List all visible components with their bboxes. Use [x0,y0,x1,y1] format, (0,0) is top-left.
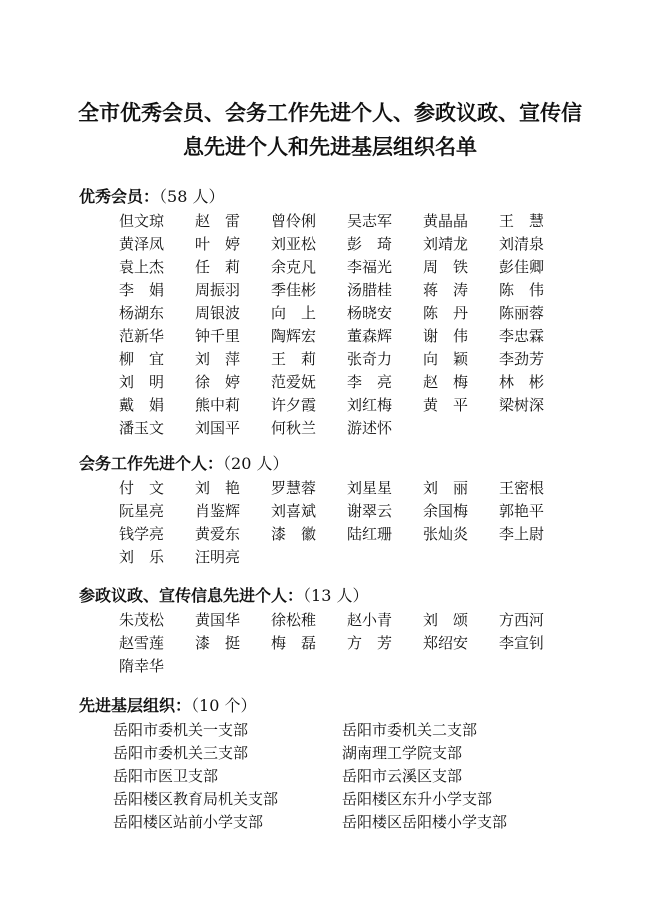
member-name: 张灿炎 [423,525,469,543]
organization-name: 岳阳楼区东升小学支部 [342,790,493,808]
member-name: 范爱妩 [271,373,317,391]
member-name: 刘 颂 [423,611,469,629]
member-name: 郭艳平 [499,502,545,520]
member-name: 李劲芳 [499,350,545,368]
organization-name: 岳阳楼区站前小学支部 [113,813,264,831]
name-grid [119,477,599,569]
member-name: 戴 娟 [119,396,165,414]
member-name: 黄晶晶 [423,212,469,230]
member-name: 徐松稚 [271,611,317,629]
organization-name: 岳阳市医卫支部 [113,767,219,785]
section-count: （20 人） [223,454,289,473]
member-name: 蒋 涛 [423,281,469,299]
member-name: 周银波 [195,304,241,322]
member-name: 刘清泉 [499,235,545,253]
member-name: 刘亚松 [271,235,317,253]
organization-name: 岳阳楼区教育局机关支部 [113,790,279,808]
member-name: 杨湖东 [119,304,165,322]
member-name: 刘 萍 [195,350,241,368]
member-name: 黄 平 [423,396,469,414]
member-name: 谢翠云 [347,502,393,520]
member-name: 郑绍安 [423,634,469,652]
member-name: 刘红梅 [347,396,393,414]
member-name: 杨晓安 [347,304,393,322]
member-name: 李上尉 [499,525,545,543]
member-name: 刘 艳 [195,479,241,497]
member-name: 余克凡 [271,258,317,276]
member-name: 肖鉴辉 [195,502,241,520]
member-name: 李 亮 [347,373,393,391]
member-name: 季佳彬 [271,281,317,299]
section-heading-label: 会务工作先进个人： [79,454,224,473]
member-name: 何秋兰 [271,419,317,437]
member-name: 赵 雷 [195,212,241,230]
name-grid [119,210,599,440]
member-name: 柳 宜 [119,350,165,368]
section-affairs-advanced [79,453,599,569]
section-politics-publicity-advanced [79,585,599,678]
member-name: 黄泽凤 [119,235,165,253]
member-name: 刘国平 [195,419,241,437]
member-name: 吴志军 [347,212,393,230]
member-name: 陈 伟 [499,281,545,299]
member-name: 漆 挺 [195,634,241,652]
member-name: 潘玉文 [119,419,165,437]
member-name: 张奇力 [347,350,393,368]
document-title [70,96,590,164]
member-name: 曾伶俐 [271,212,317,230]
organization-name: 岳阳市委机关一支部 [113,721,249,739]
member-name: 梅 磊 [271,634,317,652]
title-line-2: 息先进个人和先进基层组织名单 [183,135,477,159]
member-name: 朱茂松 [119,611,165,629]
member-name: 方西河 [499,611,545,629]
member-name: 周 铁 [423,258,469,276]
member-name: 董森辉 [347,327,393,345]
section-count: （10 个） [191,696,257,715]
member-name: 王密根 [499,479,545,497]
member-name: 赵雪莲 [119,634,165,652]
section-count: （58 人） [159,187,225,206]
member-name: 汤腊桂 [347,281,393,299]
member-name: 刘 乐 [119,548,165,566]
section-heading [79,453,599,475]
organization-grid [113,719,599,834]
section-grassroots-organizations [79,695,599,834]
member-name: 钟千里 [195,327,241,345]
member-name: 陈 丹 [423,304,469,322]
member-name: 刘 明 [119,373,165,391]
member-name: 余国梅 [423,502,469,520]
organization-name: 岳阳楼区岳阳楼小学支部 [342,813,508,831]
member-name: 王 慧 [499,212,545,230]
member-name: 刘喜斌 [271,502,317,520]
member-name: 梁树深 [499,396,545,414]
member-name: 熊中莉 [195,396,241,414]
member-name: 李 娟 [119,281,165,299]
member-name: 黄爱东 [195,525,241,543]
member-name: 黄国华 [195,611,241,629]
member-name: 游述怀 [347,419,393,437]
member-name: 任 莉 [195,258,241,276]
section-heading-label: 优秀会员： [79,187,160,206]
member-name: 阮星亮 [119,502,165,520]
member-name: 漆 徽 [271,525,317,543]
member-name: 刘靖龙 [423,235,469,253]
section-heading-label: 先进基层组织： [79,696,192,715]
member-name: 李宣钊 [499,634,545,652]
organization-name: 湖南理工学院支部 [342,744,463,762]
member-name: 陶辉宏 [271,327,317,345]
member-name: 李忠霖 [499,327,545,345]
member-name: 付 文 [119,479,165,497]
member-name: 周振羽 [195,281,241,299]
member-name: 袁上杰 [119,258,165,276]
member-name: 叶 婷 [195,235,241,253]
section-heading [79,695,599,717]
member-name: 李福光 [347,258,393,276]
member-name: 许夕霞 [271,396,317,414]
title-line-1: 全市优秀会员、会务工作先进个人、参政议政、宣传信 [78,101,582,125]
member-name: 方 芳 [347,634,393,652]
member-name: 但文琼 [119,212,165,230]
member-name: 刘星星 [347,479,393,497]
member-name: 隋幸华 [119,657,165,675]
member-name: 林 彬 [499,373,545,391]
member-name: 向 颖 [423,350,469,368]
section-heading [79,186,599,208]
member-name: 向 上 [271,304,317,322]
name-grid [119,609,599,678]
organization-name: 岳阳市云溪区支部 [342,767,463,785]
member-name: 王 莉 [271,350,317,368]
section-heading [79,585,599,607]
member-name: 陆红珊 [347,525,393,543]
member-name: 谢 伟 [423,327,469,345]
organization-name: 岳阳市委机关二支部 [342,721,478,739]
member-name: 赵 梅 [423,373,469,391]
member-name: 罗慧蓉 [271,479,317,497]
member-name: 赵小青 [347,611,393,629]
member-name: 范新华 [119,327,165,345]
section-heading-label: 参政议政、宣传信息先进个人： [79,586,304,605]
member-name: 刘 丽 [423,479,469,497]
organization-name: 岳阳市委机关三支部 [113,744,249,762]
member-name: 钱学亮 [119,525,165,543]
member-name: 陈丽蓉 [499,304,545,322]
section-count: （13 人） [303,586,369,605]
member-name: 徐 婷 [195,373,241,391]
member-name: 汪明亮 [195,548,241,566]
section-excellent-members [79,186,599,440]
member-name: 彭 琦 [347,235,393,253]
member-name: 彭佳卿 [499,258,545,276]
